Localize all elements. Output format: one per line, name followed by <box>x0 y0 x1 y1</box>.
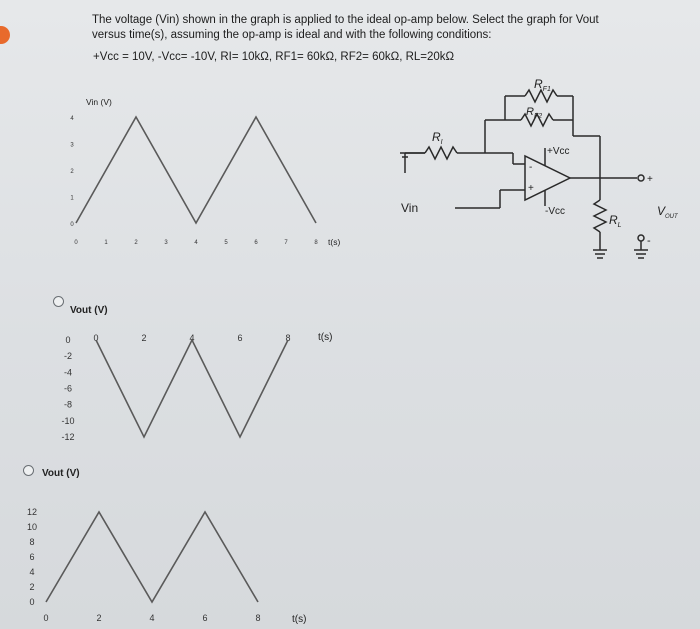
vin-ytick: 3 <box>70 142 74 149</box>
vout-minus-terminal <box>638 235 644 241</box>
option-2-xtick: 8 <box>255 613 261 623</box>
vin-graph <box>60 90 360 255</box>
vin-ytick: 2 <box>70 169 74 175</box>
vin-xtick: 4 <box>194 240 198 246</box>
rl-resistor <box>594 200 606 232</box>
option-1-ytick: 0 <box>65 335 71 345</box>
option-1-ytick: -8 <box>63 399 73 410</box>
vin-xtick: 5 <box>224 240 228 246</box>
vout-label: $V_{OUT}$ <box>657 204 678 220</box>
vin-xtick: 7 <box>284 240 288 246</box>
vin-xtick: 6 <box>254 240 258 246</box>
option-2-ytick: 12 <box>26 507 38 517</box>
rf2-label: $R_{F2}$ <box>526 106 543 120</box>
rf1-label: $R_{F1}$ <box>534 78 551 93</box>
option-2-ytick: 4 <box>29 567 35 577</box>
option-1-graph <box>40 295 360 445</box>
op-amp-circuit <box>395 78 695 278</box>
option-1-xlabel: t(s) <box>318 332 333 343</box>
vin-ylabel: Vin (V) <box>86 97 112 107</box>
vout-minus-sign: - <box>647 235 651 247</box>
option-1-xtick: 6 <box>237 333 243 343</box>
option-1-ytick: -6 <box>63 383 73 394</box>
option-2-ytick: 6 <box>29 552 35 562</box>
option-2-xtick: 6 <box>202 613 208 623</box>
vin-ytick: 1 <box>70 195 74 202</box>
option-2-ytick: 10 <box>26 522 38 532</box>
vin-ytick: 4 <box>70 116 74 122</box>
question-marker <box>0 26 10 44</box>
question-line-1: The voltage (Vin) shown in the graph is applied to the ideal op-amp below. Select the graph for Vout <box>92 14 599 26</box>
op-amp-plus-sign: + <box>528 183 534 194</box>
option-1-ytick: -10 <box>61 415 75 426</box>
question-line-2: versus time(s), assuming the op-amp is ideal and with the following conditions: <box>92 29 492 41</box>
vin-ytick: 0 <box>70 222 74 228</box>
r1-resistor <box>425 147 457 159</box>
option-2-xtick: 0 <box>43 613 49 623</box>
vcc-positive-label: +Vcc <box>547 146 570 157</box>
option-2-graph <box>10 462 330 629</box>
option-1-ytick: -4 <box>63 367 73 378</box>
option-2-ytick: 2 <box>29 582 35 592</box>
vin-series-line <box>76 117 316 223</box>
option-1-xtick: 2 <box>141 333 147 343</box>
option-1-xtick: 8 <box>285 333 291 343</box>
option-1-ylabel: Vout (V) <box>70 305 108 316</box>
option-1-series-line <box>96 340 288 437</box>
option-2-series-line <box>46 512 258 602</box>
vin-xtick: 2 <box>134 240 138 246</box>
option-2-ytick: 0 <box>29 597 35 607</box>
vout-plus-sign: + <box>647 174 653 185</box>
vin-xtick: 0 <box>74 240 78 246</box>
option-1-ytick: -2 <box>63 351 73 362</box>
r1-label: $R_I$ <box>432 130 443 146</box>
option-2-xlabel: t(s) <box>292 614 307 625</box>
option-2-ytick: 8 <box>29 537 35 547</box>
option-2-ylabel: Vout (V) <box>42 468 80 479</box>
question-conditions: +Vcc = 10V, -Vcc= -10V, RI= 10kΩ, RF1= 60kΩ, RF2= 60kΩ, RL=20kΩ <box>93 51 455 63</box>
option-1-xtick: 0 <box>93 333 99 343</box>
vin-label: Vin <box>401 201 419 215</box>
vout-plus-terminal <box>638 175 644 181</box>
vcc-negative-label: -Vcc <box>545 206 565 217</box>
rl-label: $R_L$ <box>609 213 622 229</box>
vin-xlabel: t(s) <box>328 237 341 247</box>
op-amp-minus-sign: - <box>529 162 533 173</box>
option-1-xtick: 4 <box>189 333 195 343</box>
option-2-xtick: 2 <box>96 613 102 623</box>
vin-xtick: 8 <box>314 240 318 246</box>
option-1-ytick: -12 <box>61 432 75 442</box>
vin-xtick: 1 <box>104 240 108 246</box>
vin-xtick: 3 <box>164 240 168 246</box>
rf1-resistor <box>525 90 557 102</box>
option-2-xtick: 4 <box>149 613 155 623</box>
